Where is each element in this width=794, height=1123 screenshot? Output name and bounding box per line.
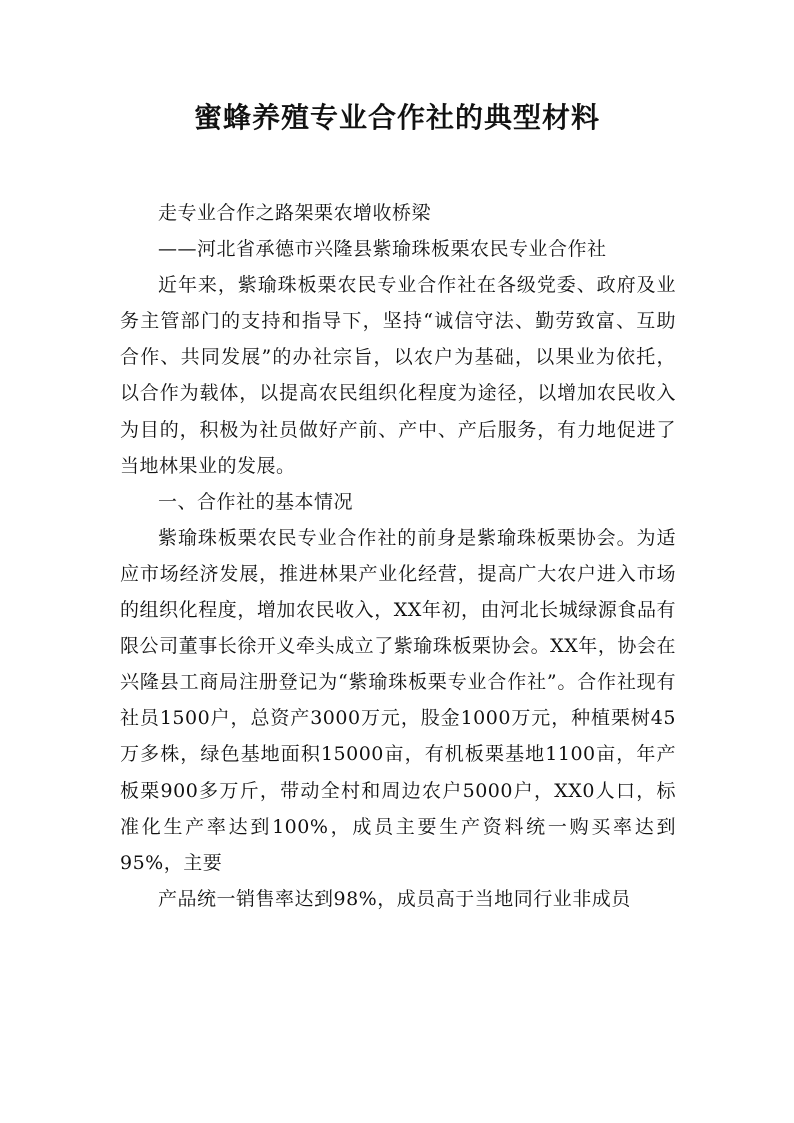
organization-line: ——河北省承德市兴隆县紫瑜珠板栗农民专业合作社 — [158, 238, 607, 261]
continuation-paragraph: 产品统一销售率达到98%，成员高于当地同行业非成员 — [158, 887, 631, 910]
section-heading: 一、合作社的基本情况 — [158, 490, 354, 513]
subtitle-line: 走专业合作之路架栗农增收桥梁 — [158, 202, 432, 224]
basic-info-paragraph: 紫瑜珠板栗农民专业合作社的前身是紫瑜珠板栗协会。为适应市场经济发展，推进林果产业化经营，提高广大农户进入市场的组织化程度，增加农民收入，XX年初，由河北长城绿源食品有限公司董事长徐开义牵头成立了紫瑜珠板栗协会。XX年，协会在兴隆县工商局注册登记为“紫瑜珠板栗专业合作社”。合作社现有社员1500户，总资产3000万元，股金1000万元，种植栗树45万多株，绿色基地面积15000亩，有机板栗基地1100亩，年产板栗900多万斤，带动全村和周边农户5000户，XX0人口，标准化生产率达到100%，成员主要生产资料统一购买率达到95%，主要 — [120, 526, 676, 874]
document-body — [120, 195, 676, 917]
intro-paragraph: 近年来，紫瑜珠板栗农民专业合作社在各级党委、政府及业务主管部门的支持和指导下，坚持“诚信守法、勤劳致富、互助合作、共同发展”的办社宗旨，以农户为基础，以果业为依托，以合作为载体，以提高农民组织化程度为途径，以增加农民收入为目的，积极为社员做好产前、产中、产后服务，有力地促进了当地林果业的发展。 — [120, 274, 676, 477]
document-title: 蜜蜂养殖专业合作社的典型材料 — [193, 101, 600, 134]
